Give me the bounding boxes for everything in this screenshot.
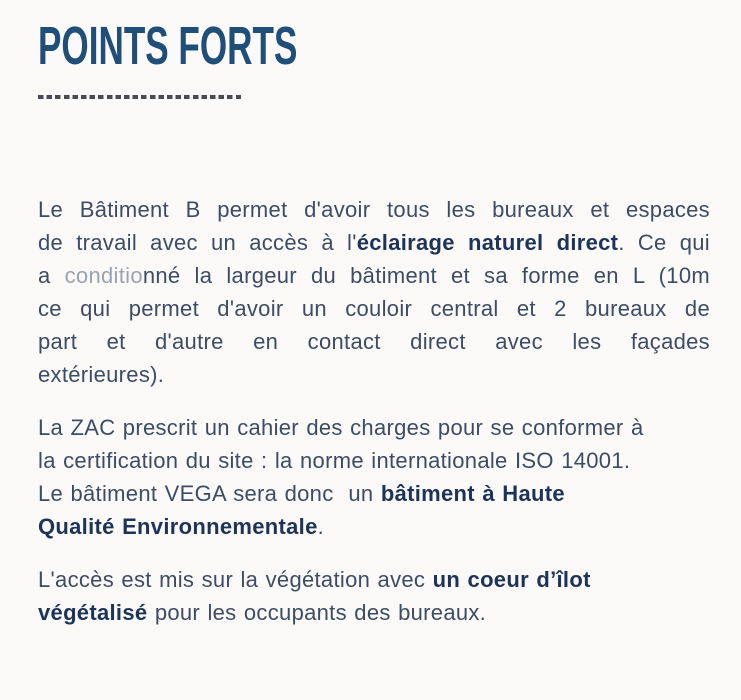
- text-line: [38, 596, 710, 629]
- text-line: [38, 358, 710, 391]
- text-line: [38, 259, 710, 292]
- text-run: Qualité Environnementale: [38, 514, 318, 539]
- text-line: [38, 510, 710, 543]
- paragraph-vegetation: [38, 563, 710, 629]
- text-run: Le bâtiment VEGA sera donc un: [38, 481, 381, 506]
- text-run: un coeur d’îlot: [432, 567, 591, 592]
- text-run: éclairage naturel direct: [356, 230, 619, 255]
- text-line: [38, 325, 710, 358]
- text-line: [38, 226, 710, 259]
- text-run: .: [317, 514, 325, 539]
- text-line: [38, 477, 710, 510]
- text-run: L'accès est mis sur la végétation avec: [38, 567, 433, 592]
- paragraph-zac-iso: [38, 411, 710, 543]
- text-run: de travail avec un accès à l': [38, 230, 357, 255]
- text-run: Le Bâtiment B permet d'avoir tous les bureaux et espaces: [38, 197, 710, 222]
- text-run: extérieures).: [38, 362, 165, 387]
- body-paragraphs: [38, 193, 710, 629]
- text-run: . Ce qui: [618, 230, 710, 255]
- text-run: part et d'autre en contact direct avec les façades: [38, 329, 710, 354]
- text-line: [38, 444, 710, 477]
- text-run: pour les occupants des bureaux.: [147, 600, 487, 625]
- text-run: bâtiment à Haute: [380, 481, 565, 506]
- text-run: a: [38, 263, 65, 288]
- dashed-divider: [38, 95, 241, 99]
- paragraph-batiment-b: [38, 193, 710, 391]
- text-line: [38, 411, 710, 444]
- text-run: la certification du site : la norme internationale ISO 14001.: [38, 448, 631, 473]
- page-title: POINTS FORTS: [38, 16, 298, 76]
- text-run: ce qui permet d'avoir un couloir central et 2 bureaux de: [38, 296, 710, 321]
- text-run: conditio: [64, 263, 143, 288]
- text-run: La ZAC prescrit un cahier des charges pour se conformer à: [38, 415, 644, 440]
- text-line: [38, 193, 710, 226]
- text-run: nné la largeur du bâtiment et sa forme en L (10m: [142, 263, 711, 288]
- text-line: [38, 563, 710, 596]
- text-run: végétalisé: [38, 600, 148, 625]
- text-line: [38, 292, 710, 325]
